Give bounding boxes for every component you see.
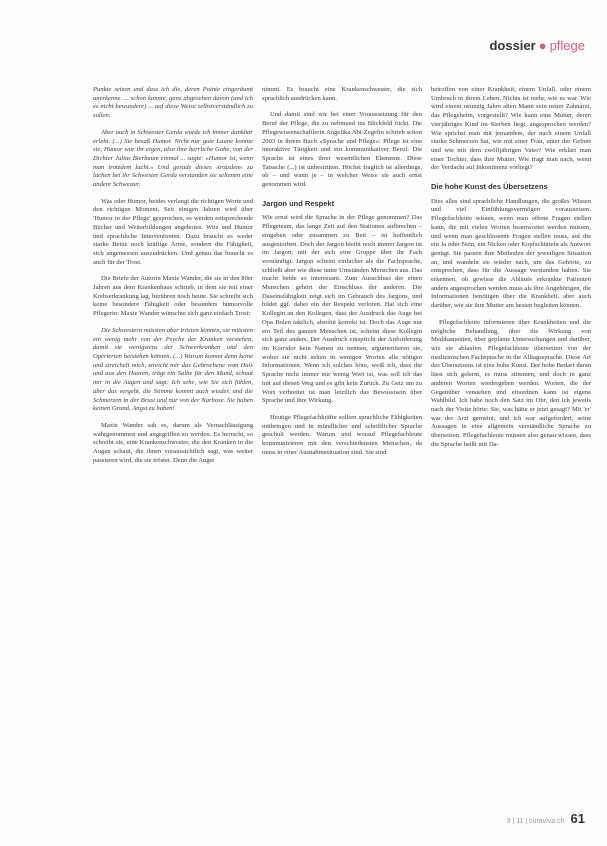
- section-header: [489, 38, 585, 53]
- paragraph: Heutige Pflegefachkräfte sollten sprachliche Fähigkeiten mitbringen und in mündlicher und schriftlicher Sprache geschult werden. Warum und worauf Pflegefachleute kommunizieren mit den verschiedensten Menschen, da muss in einer Ausnahmesituation sind. Sie sind: [262, 413, 422, 456]
- paragraph: Wie ernst wird die Sprache in der Pflege genommen? Das Pflegeteam, das lange Zeit auf den Stationen aufbrechen – eingeben oder zusammen zu Bett – ist hoffentlich ausgestorben. Doch der Jargon bleibt noch immer Jargon ist im Jargon, mit der sich eine Gruppe über ihr Fach verständigt. Jargon scheint einfacher als die Fachsprache, schließt aber wie diese unter Umständen Menschen aus. Das macht beide so interessant. Zum Ausschluss der einen Menschen gehört der Einschluss der anderen. Die Daseinsfähigkeit zeigt sich im Gebrauch des Jargons, und bildet ggf. dabei ein der Respekt verloren. Hat sich eine Kollegin an den Kollegen, dass der Ausdruck das Auge bei Opa Bolen taktlich, absolut korrekt ist. Doch das Auge nur ein Teil des ganzen Menschen ist, scheint diese Kollegin sich ganz anders. Der Ausdruck entspricht der Anforderung im Korridor kein Namen zu nennen, argumentieren sie, wobei sie nicht selten in wenigen Worten alle nötigen Informationen. Wenn ich solches höre, weiß ich, dass die Sprache nicht immer nur wenig Wert ist, was soll ich das mit auf diesen Weg und es gibt kein Zurück. Zu Geiz um zu Wort verbreitet ist man letztlich das Bewusstsein über Sprache und ihre Wirkung.: [262, 214, 422, 405]
- subheading: Jargon und Respekt: [262, 198, 335, 208]
- subheading: Die hohe Kunst des Übersetzens: [431, 182, 548, 192]
- paragraph: Was oder Humor, beides verlangt die richtigen Worte und den richtigen Moment. Seit einigen Jahren wird über 'Humor in der Pflege' gesprochen, es werden entsprechende Bücher und Weiterbildungen angeboten. Witz und Humor und sprachliche Interventionen. Dazu braucht es weder starke Beine noch kräftige Arme, sondern die Fähigkeit, sich angemessen auszudrücken. Und genau das braucht es auch für der Trost.: [93, 197, 253, 266]
- text-column-1: [93, 86, 253, 811]
- quote-paragraph: Die Schwestern müssten aber trösten können, sie müssten ein wenig mehr von der Psyche der Kranken verstehen, damit sie wenigstens der Schwerkranken und den Operierten beistehen können. (...) Warum kommt denn keine und streichelt mich, streicht mir das Gebrochene vom Hals und aus den Haaren, trägt ein Salbe für den Mund, schaut mir in die Augen und sagt: Ich sehe, wie Sie sich fühlen, aber das vergeht, die Stimme kommt auch wieder, und die Schmerzen in der Brust und nur von der Narbose. Sie haben keinen Grund, Angst zu haben!: [93, 326, 253, 413]
- paragraph: Maxie Wander sah es, darum als Vernachlässigung wahrgenommen und angegriffen zu werden. Es herrscht, so schreibt sie, eine Krankenschwester, die den Kranken in die Augen schaut, die ihnen voraussichtlich sagt, was weiter passieren wird, die sie tröstet. Denn die Angst: [93, 421, 253, 464]
- paragraph: Pflegefachleute informieren über Krankheiten und die mögliche Behandlung, über die Wirkung von Medikamenten, über geplante Untersuchungen und darüber, wie sie ablaufen. Pflegefachleute übersetzen von der medizinischen Fachsprache in die Alltagssprache. Diese Art des Übersetzens ist eine hohe Kunst. Der hohe Bedarf daran lässt sich gelernt, es muss stimmen, und doch in ganz anderen Worten wiedergeben werden. Worten, die der Gegenüber verstehen und einordnen kann ist eigene Wahlbild. Ich habe noch den Satz im Ohr, den ich jeweils nach der Visite hörte: Sie, was hätte er jetzt gesagt? Mit 'er' war der Arzt gemeint, und ich war aufgefordert, seine Aussagen in eine allgemein verständliche Sprache zu übersetzen. Pflegefachleute müssen also genau wissen, dass die Sprache heißt mit Da-: [431, 318, 591, 448]
- paragraph: Die Briefe der Autorin Maxie Wander, die sie in den 80er Jahren aus dem Krankenhaus schrieb, in dem sie mit einer Krebserkrankung lag, berühren noch heute. Sie schreibt sich keine besondere Fähigkeit oder besonders humorvolle Pflegerin: Maxie Wander wünschte sich ganz einfach Trost:: [93, 275, 253, 318]
- topic-label: pflege: [549, 38, 585, 53]
- page-number: 61: [570, 811, 585, 826]
- paragraph: nimmt. Es braucht eine Krankenschwester, die sich sprachlich ausdrücken kann.: [262, 86, 422, 102]
- section-label: dossier: [489, 38, 536, 53]
- quote-paragraph: Aber auch in Schwester Gerda wurde ich immer dankbar erlebt. (...) Sie besaß Humor. Nicht nur gute Laune konnte sie, Humor war ihr eigen, also ihre herrliche Gabe, von der Dichter Julius Bierbaum einmal ... sagte: »Humor ist, wenn man trotzdem lacht.« Und gerade dieses ›trotzdem‹ zu lachen bei ihr Schwester Gerda verstanden sie seltenen eine andere Schwester.: [93, 128, 253, 189]
- issue-info: 3 | 11 | curaviva.ch: [506, 818, 565, 825]
- page-footer: [507, 811, 585, 826]
- text-column-3: [431, 86, 591, 811]
- bullet-icon: ●: [538, 38, 547, 53]
- paragraph: betroffen von einer Krankheit, einem Unfall, oder einem Umbruch in ihrem Leben. Nichts ist mehr, wie es war. Wie wird einem neunzig Jahre alten Mann sein neuer Zahnarzt, das Pflegeheim, vorgestellt? Wie kann eine Mutter, deren vierjähriges Kind im Sterben liegt, angesprochen werden? Wie sprichst man mit jemandem, der nach einem Unfall starke Schmerzen hat, wie mit einer Frau, unter der Geburt und wie mit dem zwölfjährigen Vater? Wie erklärt man einer Tochter, dass ihre Mutter, Wie fragt man nach, wenn der Verdacht auf Inkontinenz vorliegt?: [431, 86, 591, 172]
- paragraph: Und damit sind wir bei einer Voraussetzung für den Beruf der Pflege, die zu nehmend ins Blickfeld rückt. Die Pflegewissenschaftlerin Angelika Abt-Zegelin schrieb schon 2003 in ihrem Buch »Sprache und Pflege«: Pflege ist eine interaktive Tätigkeit und ein kommunikativer Beruf. Die Sprache ist eines ihrer wesentlichen Elemente. Diese Tatsache (...) ist unbestritten. Höchst fraglich ist allerdings, ob – und wann je – in welcher Weise sie auch ernst genommen wird.: [262, 111, 422, 189]
- text-column-2: [262, 86, 422, 811]
- paragraph: Dies alles sind sprachliche Handlungen, die großes Wissen und viel Einfühlungsvermögen voraussetzen. Pflegefachleute wissen, wenn man offene Fragen stellen kann, die mit vielen Worten beantwortet werden müssen, und wenn man geschlossene Fragen stellen muss, auf die ein Ja oder Nein, ein Nicken oder Kopfschütteln als Antwort genügt. Sie passen ihre Methoden der jeweiligen Situation an, und wandeln sie wieder nach, um das Gehörte, zu entsprechen, dass für die Aussage verstanden haben. Sie erkennen, ob gewisse die Abläufe erkrankte Patienten anders angesprochen werden muss als ihre Angehörigen, die Informationen benötigen über die Krankheit, aber auch darüber, wie sie ihre Mutter am besten begleiten können.: [431, 197, 591, 310]
- paragraph: Punkte setzen und dass ich die, deren Pointe eingeräumt anerkenne. ... schon kannte, ganz abgesehen davon (und ich es nicht bewundere) ... auf diese Weise selbstverständlich zu sollen.: [93, 86, 253, 120]
